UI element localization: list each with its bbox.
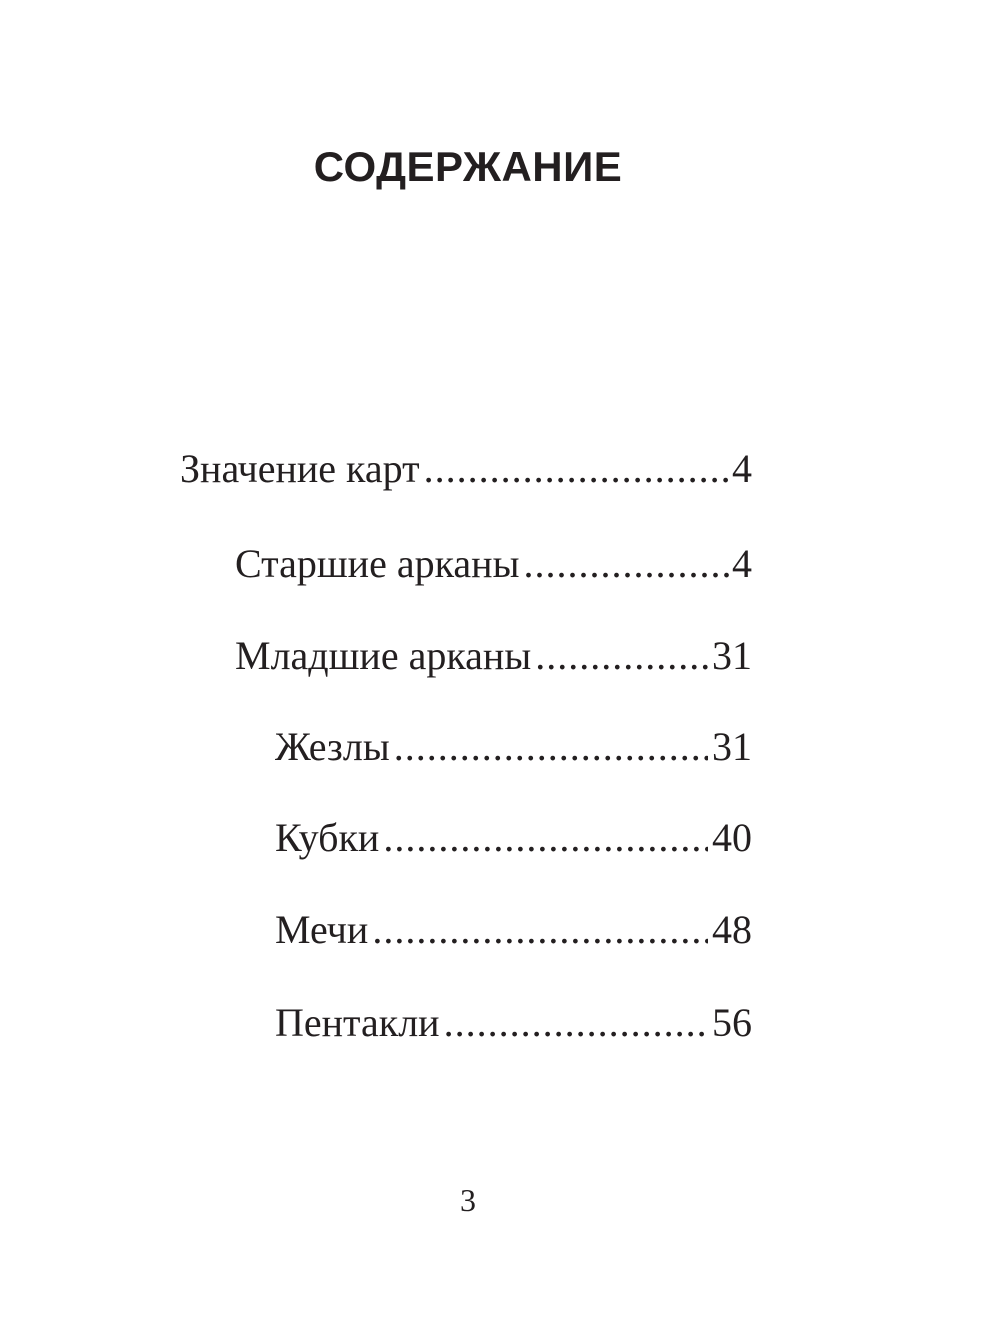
toc-entry-page: 56 xyxy=(712,1000,752,1045)
toc-dot-leader xyxy=(535,631,708,681)
toc-entry-label: Кубки xyxy=(275,815,380,860)
toc-entry-label: Младшие арканы xyxy=(235,633,532,678)
toc-dot-leader xyxy=(394,722,708,772)
toc-dot-leader xyxy=(372,905,708,955)
toc-dot-leader xyxy=(383,813,708,863)
toc-entry-label: Значение карт xyxy=(180,446,420,491)
toc-entry-page: 31 xyxy=(712,724,752,769)
page-title: СОДЕРЖАНИЕ xyxy=(313,143,623,190)
toc-entry-cups[interactable] xyxy=(275,813,752,863)
toc-entry-major-arcana[interactable] xyxy=(235,539,752,589)
toc-entry-minor-arcana[interactable] xyxy=(235,631,752,681)
toc-entry-swords[interactable] xyxy=(275,905,752,955)
toc-dot-leader xyxy=(424,444,732,494)
toc-entry-page: 4 xyxy=(732,446,752,491)
toc-entry-label: Жезлы xyxy=(275,724,390,769)
toc-dot-leader xyxy=(523,539,732,589)
toc-entry-page: 31 xyxy=(712,633,752,678)
toc-entry-wands[interactable] xyxy=(275,722,752,772)
toc-entry-label: Старшие арканы xyxy=(235,541,520,586)
toc-entry-label: Пентакли xyxy=(275,1000,440,1045)
toc-entry-card-meanings[interactable] xyxy=(180,444,752,494)
toc-entry-page: 48 xyxy=(712,907,752,952)
page-number: 3 xyxy=(460,1182,476,1218)
toc-entry-page: 40 xyxy=(712,815,752,860)
toc-entry-pentacles[interactable] xyxy=(275,998,752,1048)
toc-dot-leader xyxy=(444,998,708,1048)
toc-entry-page: 4 xyxy=(732,541,752,586)
toc-entry-label: Мечи xyxy=(275,907,369,952)
